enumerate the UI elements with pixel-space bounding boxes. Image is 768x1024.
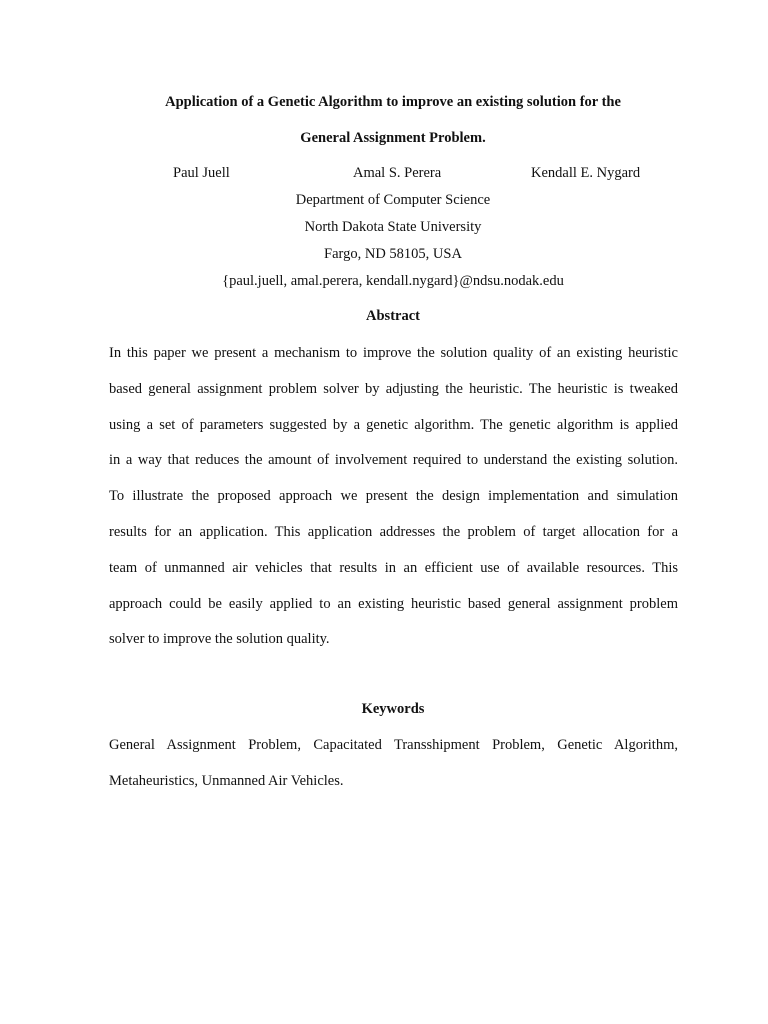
abstract-heading: Abstract <box>366 308 420 324</box>
paper-title-line-1: Application of a Genetic Algorithm to improve an existing solution for the <box>165 94 621 110</box>
keywords-heading: Keywords <box>361 701 425 717</box>
abstract-line: To illustrate the proposed approach we present the design implementation and simulation <box>109 488 678 505</box>
abstract-line: solver to improve the solution quality. <box>109 631 330 648</box>
abstract-line: approach could be easily applied to an existing heuristic based general assignment problem <box>109 595 678 612</box>
keywords-line: General Assignment Problem, Capacitated Transshipment Problem, Genetic Algorithm, <box>109 737 678 753</box>
affiliation-university: North Dakota State University <box>304 219 482 235</box>
author-3: Kendall E. Nygard <box>531 165 641 181</box>
abstract-line: results for an application. This application addresses the problem of target allocation for a <box>109 524 678 540</box>
abstract-line: based general assignment problem solver by adjusting the heuristic. The heuristic is tweaked <box>109 380 678 397</box>
abstract-line: team of unmanned air vehicles that results in an efficient use of available resources. This <box>109 559 678 576</box>
author-1: Paul Juell <box>173 165 230 181</box>
keywords-line: Metaheuristics, Unmanned Air Vehicles. <box>109 773 344 789</box>
author-2: Amal S. Perera <box>353 165 442 181</box>
abstract-line: using a set of parameters suggested by a genetic algorithm. The genetic algorithm is applied <box>109 416 678 433</box>
affiliation-address: Fargo, ND 58105, USA <box>324 246 462 262</box>
affiliation-department: Department of Computer Science <box>295 192 491 208</box>
paper-title-line-2: General Assignment Problem. <box>300 130 486 146</box>
abstract-line: in a way that reduces the amount of involvement required to understand the existing solution. <box>109 452 678 469</box>
abstract-line: In this paper we present a mechanism to improve the solution quality of an existing heuristic <box>109 345 678 361</box>
affiliation-emails: {paul.juell, amal.perera, kendall.nygard}@ndsu.nodak.edu <box>222 273 564 289</box>
